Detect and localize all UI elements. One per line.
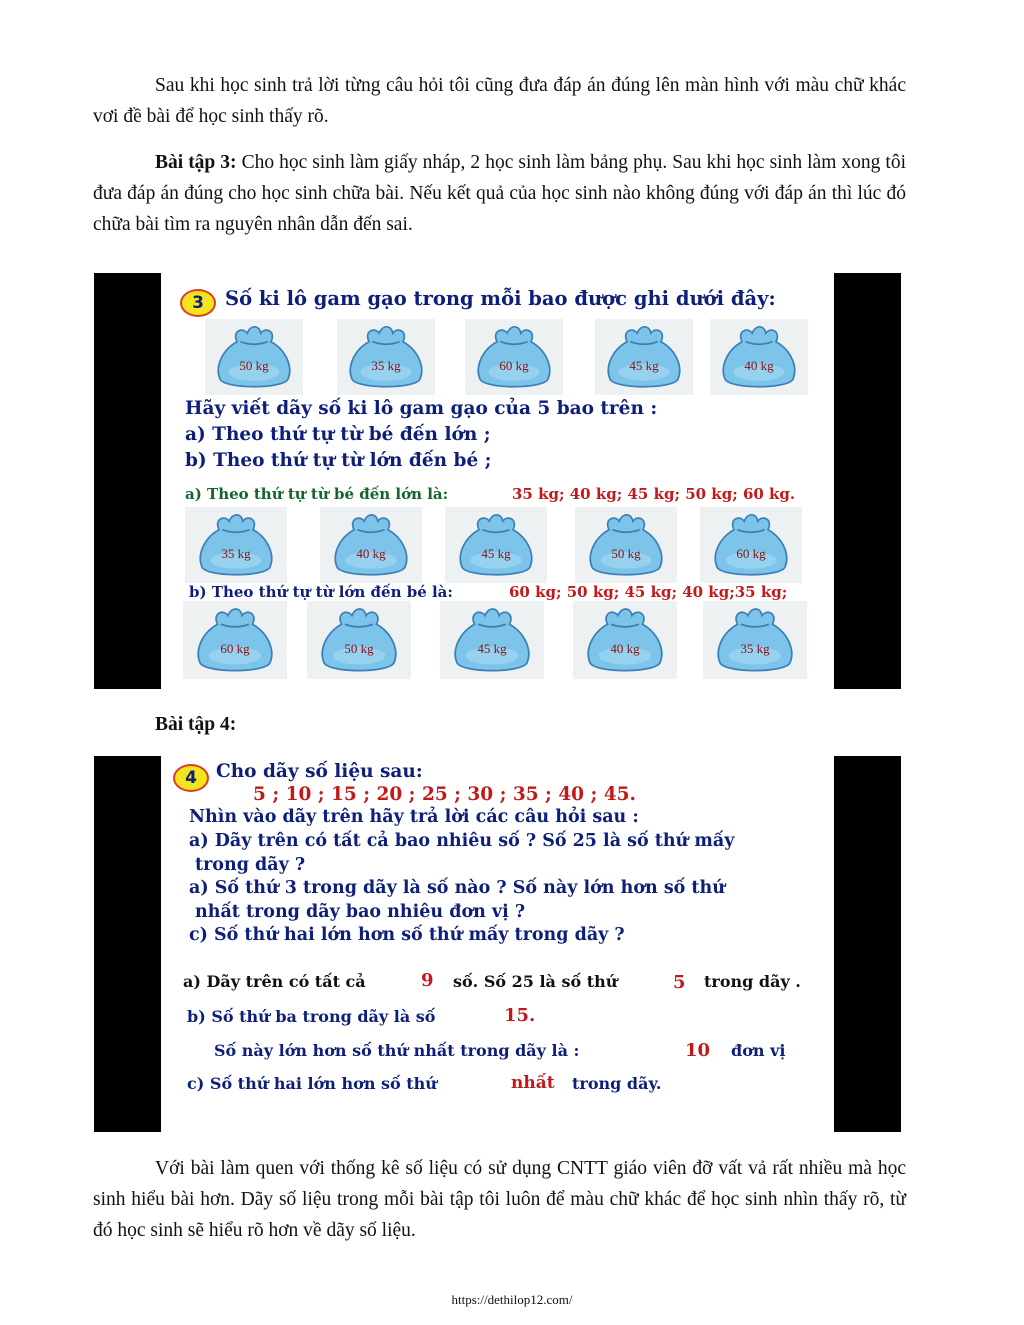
rice-bag-icon (189, 605, 281, 675)
rice-bag-icon (716, 323, 802, 391)
exercise4-answer-a-count: 9 (421, 970, 434, 991)
bag-weight-label: 35 kg (740, 641, 770, 656)
closing-paragraph: Với bài làm quen với thống kê số liệu có sử dụng CNTT giáo viên đỡ vất vả rất nhiều mà học sinh hiểu bài hơn. Dãy số liệu trong mỗi bài tập tôi luôn để màu chữ khác để học sinh nhìn thấy rõ, từ đó học sinh sẽ hiểu rõ hơn về dãy số liệu. (93, 1158, 906, 1241)
exercise4-answer-b-text: b) Số thứ ba trong dãy là số (187, 1007, 436, 1026)
exercise4-answer-a-post: trong dãy . (704, 972, 801, 991)
exercise3-question-b: b) Theo thứ tự từ lớn đến bé ; (185, 450, 492, 471)
bag-weight-label: 45 kg (629, 358, 659, 373)
bag-weight-label: 40 kg (744, 358, 774, 373)
exercise4-sequence: 5 ; 10 ; 15 ; 20 ; 25 ; 30 ; 35 ; 40 ; 45. (253, 784, 636, 805)
exercise4-answer-b2-unit: đơn vị (731, 1041, 786, 1060)
exercise4-label: Bài tập 4: (155, 714, 237, 735)
rice-bag-icon (601, 323, 687, 391)
exercise3-question: Hãy viết dãy số ki lô gam gạo của 5 bao trên : (185, 398, 658, 419)
exercise4-answer-b2-value: 10 (685, 1040, 711, 1061)
exercise4-answer-b2-text: Số này lớn hơn số thứ nhất trong dãy là : (214, 1041, 580, 1060)
exercise4-question-b-line2: nhất trong dãy bao nhiêu đơn vị ? (195, 902, 526, 922)
exercise4-answer-b-value: 15. (504, 1005, 536, 1026)
rice-bag-icon (709, 605, 801, 675)
bag-weight-label: 45 kg (481, 546, 511, 561)
exercise4-answer-c-post: trong dãy. (572, 1074, 662, 1093)
exercise3-badge: 3 (180, 289, 216, 317)
bag-weight-label: 60 kg (220, 641, 250, 656)
bag-weight-label: 50 kg (611, 546, 641, 561)
exercise3-answer-b-label: b) Theo thứ tự từ lớn đến bé là: (189, 583, 453, 601)
bag-weight-label: 40 kg (356, 546, 386, 561)
bag-weight-label: 45 kg (477, 641, 507, 656)
exercise3-label: Bài tập 3: (155, 152, 237, 173)
rice-bag-icon (313, 605, 405, 675)
rice-bag-icon (343, 323, 429, 391)
exercise4-slide (94, 756, 901, 1132)
exercise4-answer-a-text: a) Dãy trên có tất cả (183, 972, 366, 991)
exercise3-text: Cho học sinh làm giấy nháp, 2 học sinh làm bảng phụ. Sau khi học sinh làm xong tôi đưa đáp án đúng cho học sinh chữa bài. Nếu kết quả của học sinh nào không đúng với đáp án thì lúc đó chữa bài tìm ra nguyên nhân dẫn đến sai. (93, 152, 906, 235)
exercise4-question-a-line2: trong dãy ? (195, 855, 306, 875)
rice-bag-icon (451, 511, 541, 579)
exercise4-answer-c-text: c) Số thứ hai lớn hơn số thứ (187, 1074, 437, 1093)
exercise4-answer-c-value: nhất (511, 1073, 555, 1093)
exercise3-answer-b-value: 60 kg; 50 kg; 45 kg; 40 kg;35 kg; (509, 583, 788, 601)
exercise4-question-c: c) Số thứ hai lớn hơn số thứ mấy trong dãy ? (189, 925, 625, 945)
rice-bag-icon (581, 511, 671, 579)
bag-weight-label: 35 kg (221, 546, 251, 561)
exercise4-answer-a-position: 5 (673, 972, 686, 993)
rice-bag-icon (579, 605, 671, 675)
exercise4-badge: 4 (173, 764, 209, 792)
bag-weight-label: 50 kg (239, 358, 269, 373)
exercise4-prompt: Nhìn vào dãy trên hãy trả lời các câu hỏi sau : (189, 807, 639, 827)
rice-bag-icon (326, 511, 416, 579)
exercise4-slide-panel (161, 756, 834, 1132)
bag-weight-label: 60 kg (499, 358, 529, 373)
exercise3-paragraph (93, 147, 906, 240)
rice-bag-icon (211, 323, 297, 391)
bag-weight-label: 50 kg (344, 641, 374, 656)
bag-weight-label: 60 kg (736, 546, 766, 561)
exercise3-slide-title: Số ki lô gam gạo trong mỗi bao được ghi dưới đây: (225, 287, 776, 310)
exercise4-answer-a-mid: số. Số 25 là số thứ (453, 972, 618, 991)
bag-weight-label: 40 kg (610, 641, 640, 656)
footer-url: https://dethilop12.com/ (451, 1292, 573, 1307)
intro-paragraph: Sau khi học sinh trả lời từng câu hỏi tôi cũng đưa đáp án đúng lên màn hình với màu chữ khác vơi đề bài để học sinh thấy rõ. (93, 75, 906, 127)
exercise3-answer-a-value: 35 kg; 40 kg; 45 kg; 50 kg; 60 kg. (512, 485, 796, 503)
exercise4-question-a-line1: a) Dãy trên có tất cả bao nhiêu số ? Số 25 là số thứ mấy (189, 831, 735, 851)
exercise3-slide-panel (161, 273, 834, 689)
rice-bag-icon (191, 511, 281, 579)
exercise3-answer-a-label: a) Theo thứ tự từ bé đến lớn là: (185, 485, 449, 503)
rice-bag-icon (706, 511, 796, 579)
rice-bag-icon (446, 605, 538, 675)
exercise3-slide (94, 273, 901, 689)
exercise4-question-b-line1: a) Số thứ 3 trong dãy là số nào ? Số này lớn hơn số thứ (189, 878, 725, 898)
exercise4-title: Cho dãy số liệu sau: (216, 761, 423, 782)
exercise3-question-a: a) Theo thứ tự từ bé đến lớn ; (185, 424, 491, 445)
rice-bag-icon (471, 323, 557, 391)
bag-weight-label: 35 kg (371, 358, 401, 373)
